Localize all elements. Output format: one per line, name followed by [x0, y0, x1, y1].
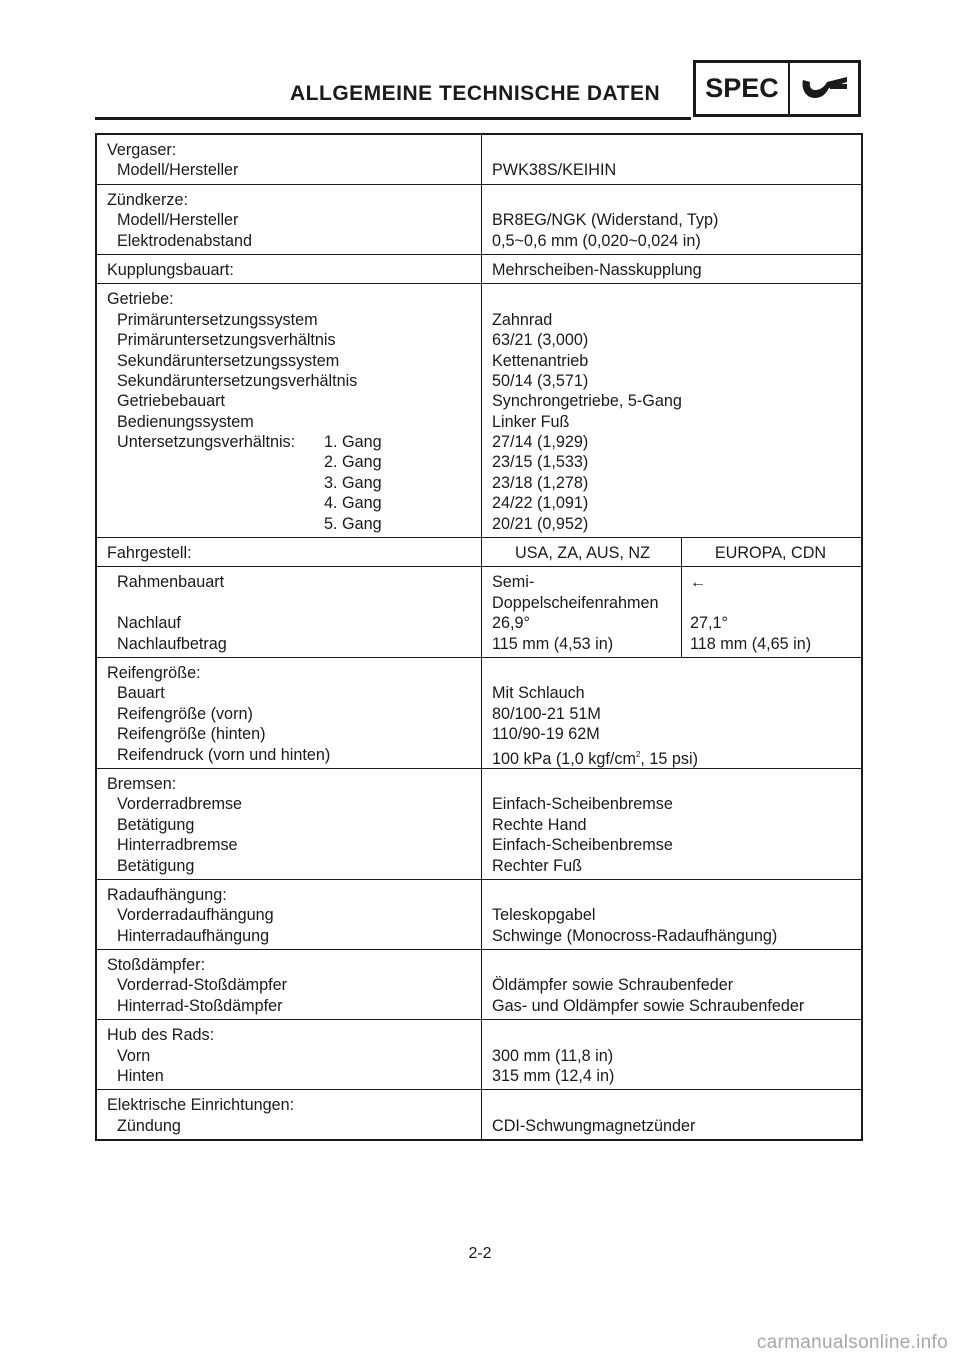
- row-value: CDI-Schwungmagnetzünder: [492, 1116, 696, 1135]
- row-label: Modell/Hersteller: [117, 211, 239, 230]
- pressure-value-b: , 15 psi): [640, 749, 699, 768]
- section-title: Zündkerze:: [107, 190, 188, 209]
- row-value: Kettenantrieb: [492, 351, 589, 370]
- row-value: Mehrscheiben-Nasskupplung: [492, 260, 702, 279]
- row-value: Synchrongetriebe, 5-Gang: [492, 392, 682, 411]
- row-label: Kupplungsbauart:: [107, 260, 234, 279]
- row-label: Fahrgestell:: [107, 544, 192, 563]
- header-rule: [95, 117, 691, 120]
- section-bremsen: [96, 768, 862, 879]
- row-label: Primäruntersetzungssystem: [117, 310, 318, 329]
- section-title: Getriebe:: [107, 290, 174, 309]
- row-value: Doppelscheifenrahmen: [492, 593, 659, 612]
- row-label: Sekundäruntersetzungssystem: [117, 351, 340, 370]
- gear-label: 4. Gang: [324, 494, 382, 513]
- section-radaufhaengung: [96, 879, 862, 949]
- gear-value: 20/21 (0,952): [492, 514, 589, 533]
- region-usa: USA, ZA, AUS, NZ: [492, 538, 682, 566]
- region-europa: EUROPA, CDN: [714, 544, 827, 563]
- section-title: Elektrische Einrichtungen:: [107, 1096, 295, 1115]
- row-value: Mit Schlauch: [492, 684, 585, 703]
- row-label: Elektrodenabstand: [117, 231, 252, 250]
- gear-label: 3. Gang: [324, 473, 382, 492]
- row-label: Reifengröße (vorn): [117, 704, 253, 723]
- row-label: Hinterradbremse: [117, 836, 238, 855]
- gear-value: 23/15 (1,533): [492, 453, 589, 472]
- row-label: Nachlauf: [117, 614, 181, 633]
- same-as-arrow: ←: [690, 573, 707, 592]
- row-value: 300 mm (11,8 in): [492, 1046, 614, 1065]
- row-label: Zündung: [117, 1116, 181, 1135]
- section-elektrik: [96, 1090, 862, 1140]
- section-fahrgestell-header: [96, 538, 862, 567]
- row-label: Hinterrad-Stoßdämpfer: [117, 996, 283, 1015]
- row-value: 27,1°: [690, 614, 728, 633]
- row-value: BR8EG/NGK (Widerstand, Typ): [492, 211, 719, 230]
- row-label: Getriebebauart: [117, 392, 225, 411]
- section-getriebe: [96, 284, 862, 538]
- gear-value: 27/14 (1,929): [492, 433, 589, 452]
- wrench-icon: [790, 63, 858, 114]
- section-stossdaempfer: [96, 950, 862, 1020]
- spec-table: [95, 133, 863, 1141]
- section-reifen: [96, 657, 862, 768]
- section-title: Radaufhängung:: [107, 885, 227, 904]
- row-value: Rechte Hand: [492, 815, 587, 834]
- row-value: 115 mm (4,53 in): [492, 634, 614, 653]
- row-label: Vorderradaufhängung: [117, 906, 274, 925]
- row-value: Teleskopgabel: [492, 906, 596, 925]
- gear-label: 5. Gang: [324, 514, 382, 533]
- row-label: Reifengröße (hinten): [117, 725, 266, 744]
- row-label: Bedienungssystem: [117, 412, 254, 431]
- page-number: 2-2: [468, 1245, 492, 1262]
- gear-label: 2. Gang: [324, 453, 382, 472]
- page-title: ALLGEMEINE TECHNISCHE DATEN: [290, 82, 661, 105]
- row-value: Schwinge (Monocross-Radaufhängung): [492, 926, 778, 945]
- section-zuendkerze: [96, 184, 862, 254]
- section-title: Stoßdämpfer:: [107, 956, 206, 975]
- row-value: Semi-: [492, 573, 535, 592]
- row-label: Hinten: [117, 1067, 164, 1086]
- pressure-value: [492, 745, 851, 768]
- row-label: Betätigung: [117, 815, 195, 834]
- row-label: Reifendruck (vorn und hinten): [117, 745, 331, 764]
- section-title: Vergaser:: [107, 141, 177, 159]
- pressure-sup: 2: [635, 749, 641, 759]
- row-label: Rahmenbauart: [117, 573, 225, 592]
- row-label: Hinterradaufhängung: [117, 926, 270, 945]
- row-label: Vorderrad-Stoßdämpfer: [117, 976, 288, 995]
- row-value: 0,5~0,6 mm (0,020~0,024 in): [492, 231, 701, 250]
- spec-badge-label: SPEC: [696, 63, 790, 114]
- row-label: Modell/Hersteller: [117, 161, 239, 180]
- row-value: Gas- und Oldämpfer sowie Schraubenfeder: [492, 996, 805, 1015]
- row-label: Primäruntersetzungsverhältnis: [117, 331, 336, 350]
- section-fahrgestell-body: [96, 567, 862, 658]
- gear-value: 23/18 (1,278): [492, 473, 589, 492]
- row-value: PWK38S/KEIHIN: [492, 161, 617, 180]
- row-value: 50/14 (3,571): [492, 371, 589, 390]
- row-label: Betätigung: [117, 856, 195, 875]
- row-label: Vorn: [117, 1046, 151, 1065]
- row-label: Nachlaufbetrag: [117, 634, 227, 653]
- row-value: Einfach-Scheibenbremse: [492, 836, 673, 855]
- gear-row: [107, 432, 471, 452]
- row-value: Linker Fuß: [492, 412, 570, 431]
- row-value: Zahnrad: [492, 310, 553, 329]
- section-title: Hub des Rads:: [107, 1026, 215, 1045]
- row-label: Sekundäruntersetzungsverhältnis: [117, 371, 358, 390]
- pressure-value-a: 100 kPa (1,0 kgf/cm: [492, 749, 636, 768]
- row-value: 315 mm (12,4 in): [492, 1067, 615, 1086]
- row-value: 26,9°: [492, 614, 530, 633]
- ratio-label: Untersetzungsverhältnis:: [117, 433, 296, 452]
- gear-label: 1. Gang: [324, 433, 382, 452]
- row-label: Vorderradbremse: [117, 795, 243, 814]
- section-hub: [96, 1020, 862, 1090]
- section-kupplung: [96, 254, 862, 283]
- section-title: Reifengröße:: [107, 663, 201, 682]
- section-title: Bremsen:: [107, 774, 177, 793]
- spec-badge: [693, 60, 861, 117]
- row-value: 63/21 (3,000): [492, 331, 589, 350]
- row-value: Einfach-Scheibenbremse: [492, 795, 673, 814]
- section-vergaser: [96, 134, 862, 184]
- row-value: Rechter Fuß: [492, 856, 582, 875]
- row-value: 118 mm (4,65 in): [690, 634, 812, 653]
- watermark: carmanualsonline.info: [756, 1332, 948, 1353]
- row-value: 110/90-19 62M: [492, 725, 600, 744]
- row-value: Öldämpfer sowie Schraubenfeder: [492, 976, 734, 995]
- row-label: Bauart: [117, 684, 165, 703]
- gear-value: 24/22 (1,091): [492, 494, 589, 513]
- row-value: 80/100-21 51M: [492, 704, 601, 723]
